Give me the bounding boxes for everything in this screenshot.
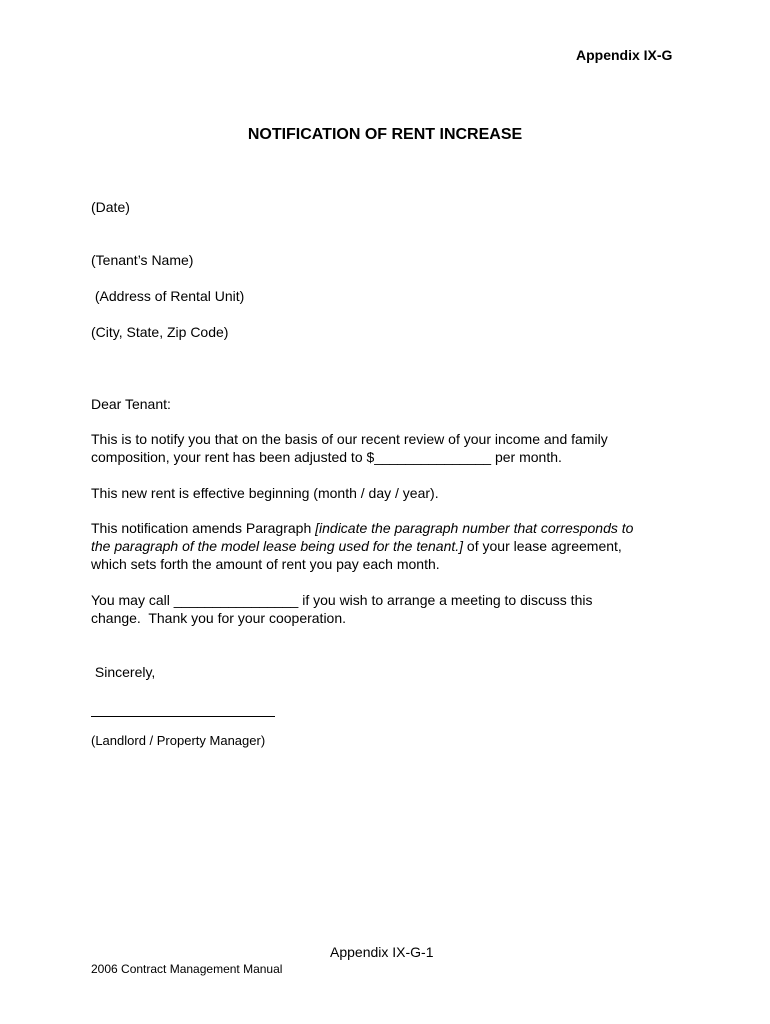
signature-caption: (Landlord / Property Manager) xyxy=(91,733,266,748)
paragraph-line: which sets forth the amount of rent you pay each month. xyxy=(91,556,440,572)
date-placeholder: (Date) xyxy=(91,199,130,215)
tenant-name-placeholder: (Tenant’s Name) xyxy=(91,252,194,268)
paragraph-rent-adjustment xyxy=(91,430,691,466)
closing: Sincerely, xyxy=(91,664,156,680)
signature-line xyxy=(91,716,275,717)
document-title: NOTIFICATION OF RENT INCREASE xyxy=(247,126,523,143)
paragraph-instruction: [indicate the paragraph number that corresponds to xyxy=(315,520,634,536)
paragraph-text: of your lease agreement, xyxy=(463,538,622,554)
paragraph-text: This notification amends Paragraph xyxy=(91,520,316,536)
city-state-zip-placeholder: (City, State, Zip Code) xyxy=(91,324,229,340)
rental-unit-address-placeholder: (Address of Rental Unit) xyxy=(91,288,245,304)
paragraph-contact xyxy=(91,591,691,627)
page-number: Appendix IX-G-1 xyxy=(330,944,434,960)
salutation: Dear Tenant: xyxy=(91,396,171,412)
paragraph-line: composition, your rent has been adjusted to $_______________ per month. xyxy=(91,449,562,465)
paragraph-line: change. Thank you for your cooperation. xyxy=(91,610,347,626)
paragraph-effective-date: This new rent is effective beginning (month / day / year). xyxy=(91,485,439,501)
paragraph-line: This is to notify you that on the basis of our recent review of your income and family xyxy=(91,431,608,447)
manual-footer: 2006 Contract Management Manual xyxy=(91,962,283,976)
appendix-label: Appendix IX-G xyxy=(576,47,673,63)
paragraph-lease-amendment xyxy=(91,519,691,573)
paragraph-instruction: the paragraph of the model lease being used for the tenant.] xyxy=(91,538,464,554)
paragraph-line: You may call ________________ if you wish to arrange a meeting to discuss this xyxy=(91,592,593,608)
